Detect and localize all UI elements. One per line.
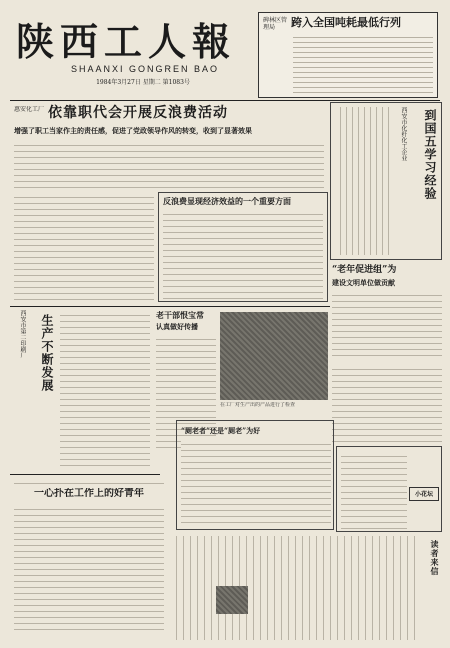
bottom-columns — [170, 536, 418, 640]
heart-headline: 一心扑在工作上的好青年 — [34, 488, 144, 499]
huazhuan-body — [181, 439, 331, 525]
right-column-body — [332, 364, 442, 444]
masthead-pinyin: SHAANXI GONGREN BAO — [70, 64, 220, 74]
photo-caption: 在工厂对生产出的产品进行了检查 — [220, 402, 296, 408]
laozhang-subhead: 认真做好传播 — [156, 322, 198, 331]
small-column-title: 小花坛 — [409, 487, 439, 501]
masthead-rule — [10, 100, 440, 101]
right-feature-headline: 到国五学习经验 — [423, 109, 437, 200]
lead-kicker: 惠安化工厂 — [14, 106, 45, 113]
lead-body — [14, 140, 324, 190]
right-feature-kicker: 西安市化纤化工企业 — [400, 107, 407, 161]
laozhang-headline: 老干部恨宝常 — [156, 310, 204, 320]
bottom-left-rule — [10, 474, 160, 475]
top-story-kicker: 碑林区管理局 — [263, 17, 288, 31]
top-story-body — [293, 33, 433, 95]
small-photo — [216, 586, 248, 614]
huazhuan-headline: “厕老者”还是“厕老”为好 — [181, 426, 261, 435]
top-story-box — [258, 12, 438, 98]
left-vertical-headline: 生产不断发展 — [40, 314, 54, 392]
dateline: 1984年3月27日 星期二 第1083号 — [96, 79, 190, 86]
middle-article-body — [163, 209, 323, 299]
middle-article-headline: 反浪费显现经济效益的一个重要方面 — [163, 196, 291, 206]
left-vertical-kicker: 西安市第二印刷厂 — [19, 310, 26, 358]
left-vertical-body — [60, 310, 150, 470]
old-promote-subhead: 建设文明单位做贡献 — [332, 278, 395, 287]
right-feature-box — [330, 102, 442, 260]
right-feature-body — [335, 107, 393, 255]
left-vertical-article — [14, 310, 58, 470]
old-promote-article — [332, 264, 442, 360]
lead-body-continued — [14, 192, 154, 302]
lead-subhead: 增强了职工当家作主的责任感，促进了党政领导作风的转变，收到了显著效果 — [14, 126, 252, 135]
corner-label: 读者来信 — [430, 540, 440, 576]
top-story-headline: 跨入全国吨耗最低行列 — [291, 16, 401, 29]
middle-article-box — [158, 192, 328, 302]
lead-headline: 依靠职代会开展反浪费活动 — [48, 105, 228, 121]
heart-body — [14, 504, 164, 634]
heart-intro — [14, 478, 164, 486]
huazhuan-box — [176, 420, 334, 530]
old-promote-headline: “老年促进组”为 — [332, 265, 397, 275]
section-rule — [10, 306, 330, 307]
masthead-title: 陕西工人報 — [16, 20, 237, 64]
small-column-body — [341, 451, 407, 529]
heart-article — [14, 478, 164, 638]
news-photo — [220, 312, 328, 400]
small-column-box — [336, 446, 442, 532]
old-promote-body — [332, 290, 442, 360]
